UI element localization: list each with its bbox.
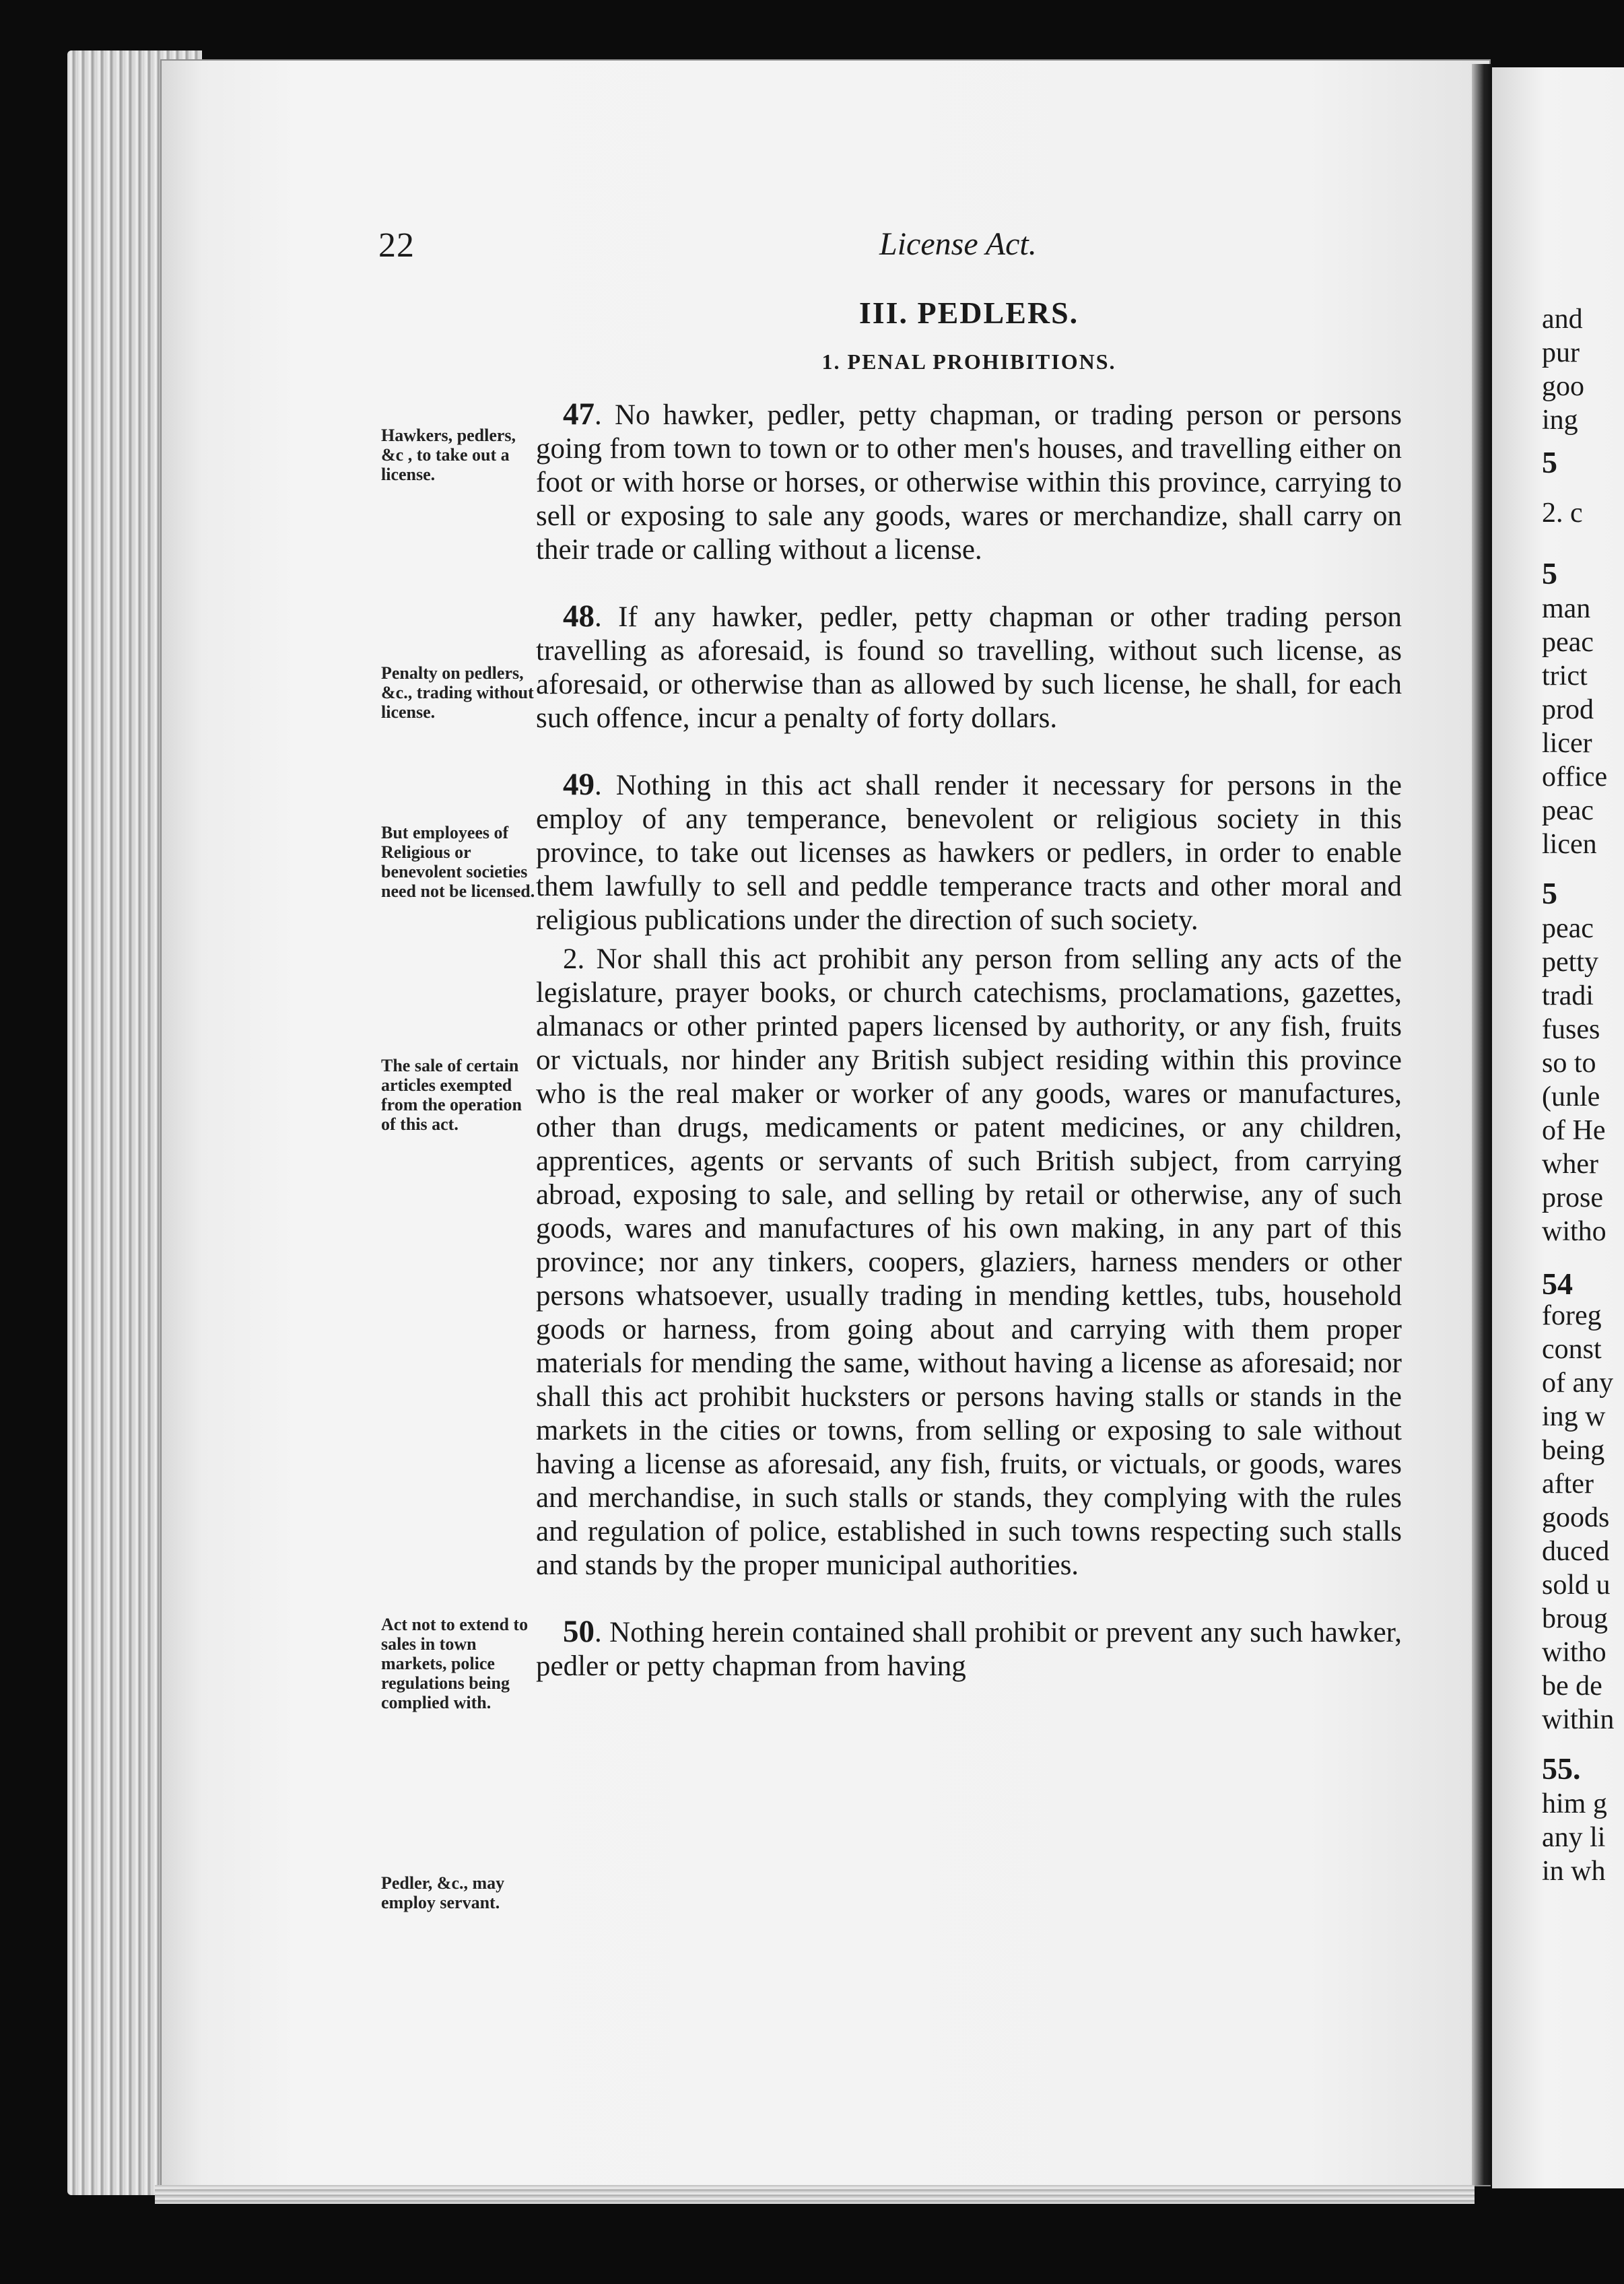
right-page-fragment: broug: [1542, 1603, 1608, 1634]
right-page-fragment: licen: [1542, 829, 1597, 860]
right-page-text-fragments: [1542, 0, 1624, 2284]
right-page-fragment: (unle: [1542, 1081, 1600, 1112]
right-page-fragment: prod: [1542, 694, 1594, 725]
right-page-fragment: fuses: [1542, 1014, 1600, 1045]
section-text: . Nothing herein contained shall prohibit or prevent any such hawker, pedler or petty chapman from having: [536, 1617, 1402, 1682]
right-page-fragment: him g: [1542, 1788, 1607, 1819]
section-text: . Nothing in this act shall render it necessary for persons in the employ of any temperance, benevolent or religious society in this province, to take out licenses as hawkers or pedlers, in order to enable them lawfully to sell and peddle temperance tracts and other moral and religious publications under the direction of such society.: [536, 770, 1402, 936]
right-page-fragment: goo: [1542, 371, 1584, 402]
section-49-subsection-2: 2. Nor shall this act prohibit any person from selling any acts of the legislature, prayer books, or church catechisms, proclamations, gazettes, almanacs or other printed papers licensed by authority, or any fish, fruits or victuals, nor hinder any British subject residing within this province who is the real maker or worker of any goods, wares or manufactures, other than drugs, medicaments or patent medicines, or any children, apprentices, agents or servants of such British subject, from carrying abroad, exposing to sale, and selling by retail or otherwise, any of such goods, wares and manufactures of his own making, in any part of this province; nor any tinkers, coopers, glaziers, harness menders or other persons whatsoever, usually trading in mending kettles, tubs, household goods or harness, from going about and carrying with them proper materials for mending the same, without having a license as aforesaid; nor shall this act prohibit hucksters or persons having stalls or stands in the markets in the cities or towns, from selling or exposing to sale without having a license as aforesaid, any fish, fruits, or victuals, or goods, wares and merchandise, in such stalls or stands, they complying with the rules and regulation of police, established in such towns respecting such stalls and stands by the proper municipal authorities.: [536, 943, 1402, 1581]
section-number: 48: [563, 599, 595, 634]
margin-note-societies: But employees of Religious or benevolent societies need not be licensed.: [381, 823, 535, 901]
right-page-fragment: 5: [1542, 876, 1557, 910]
right-page-fragment: within: [1542, 1704, 1615, 1735]
page-bottom-edges: [155, 2185, 1475, 2204]
right-page-fragment: office: [1542, 762, 1608, 793]
section-47: [536, 397, 1402, 567]
right-page-fragment: of He: [1542, 1115, 1606, 1146]
right-page-fragment: sold u: [1542, 1570, 1611, 1601]
section-48: [536, 599, 1402, 735]
right-page-fragment: in wh: [1542, 1856, 1606, 1887]
right-page-fragment: goods: [1542, 1502, 1610, 1533]
main-text-block: [536, 290, 1402, 1683]
right-page-fragment: 5: [1542, 445, 1557, 479]
section-text: . If any hawker, pedler, petty chapman or other trading person travelling as aforesaid, is found so travelling, without such license, as aforesaid, or otherwise than as allowed by such license, he shall, for each such offence, incur a penalty of forty dollars.: [536, 601, 1402, 734]
right-page-fragment: foreg: [1542, 1300, 1602, 1331]
right-page-fragment: being: [1542, 1435, 1605, 1466]
right-page-fragment: 54: [1542, 1267, 1573, 1301]
section-number: 47: [563, 397, 595, 432]
right-page-fragment: wher: [1542, 1149, 1598, 1180]
right-page-fragment: 5: [1542, 556, 1557, 591]
right-page-fragment: witho: [1542, 1216, 1606, 1247]
page-number: 22: [378, 226, 415, 265]
right-page-fragment: peac: [1542, 627, 1594, 658]
margin-note-town-markets: Act not to extend to sales in town markets, police regulations being complied with.: [381, 1615, 529, 1712]
right-page-fragment: peac: [1542, 913, 1594, 944]
right-page-fragment: petty: [1542, 947, 1598, 978]
book-gutter: [1472, 64, 1492, 2185]
right-page-fragment: man: [1542, 593, 1591, 624]
right-page-fragment: duced: [1542, 1536, 1610, 1567]
right-page-fragment: 55.: [1542, 1751, 1581, 1786]
right-page-fragment: prose: [1542, 1182, 1603, 1213]
right-page-fragment: any li: [1542, 1822, 1606, 1853]
section-text: . No hawker, pedler, petty chapman, or trading person or persons going from town to town or to other men's houses, and travelling either on foot or with horse or horses, or otherwise within this province, carrying to sell or exposing to sale any goods, wares or merchandize, shall carry on their trade or calling without a license.: [536, 399, 1402, 566]
right-page-fragment: ing: [1542, 405, 1578, 436]
section-number: 49: [563, 767, 595, 802]
section-title: III. PEDLERS.: [858, 296, 1079, 330]
right-page-fragment: and: [1542, 304, 1583, 335]
right-page-fragment: trict: [1542, 661, 1588, 692]
section-50: [536, 1615, 1402, 1683]
margin-note-servant: Pedler, &c., may employ servant.: [381, 1873, 505, 1912]
right-page-fragment: after: [1542, 1469, 1594, 1500]
margin-note-penalty: Penalty on pedlers, &c., trading without license.: [381, 663, 534, 722]
right-page-fragment: 2. c: [1542, 498, 1583, 529]
right-page-fragment: of any: [1542, 1368, 1614, 1399]
right-page-fragment: pur: [1542, 337, 1580, 368]
subsection-title: 1. PENAL PROHIBITIONS.: [821, 349, 1116, 374]
right-page-fragment: peac: [1542, 795, 1594, 826]
right-page-fragment: licer: [1542, 728, 1592, 759]
right-page-fragment: witho: [1542, 1637, 1606, 1668]
margin-note-licence-required: Hawkers, pedlers, &c , to take out a license.: [381, 426, 516, 484]
margin-note-exempt-articles: The sale of certain articles exempted from the operation of this act.: [381, 1056, 522, 1134]
right-page-fragment: be de: [1542, 1671, 1602, 1702]
right-page-fragment: tradi: [1542, 980, 1594, 1011]
right-page-fragment: const: [1542, 1334, 1602, 1365]
section-number: 50: [563, 1614, 595, 1649]
right-page-fragment: so to: [1542, 1048, 1596, 1079]
running-title: License Act.: [879, 226, 1037, 262]
right-page-fragment: ing w: [1542, 1401, 1606, 1432]
section-49: [536, 768, 1402, 937]
